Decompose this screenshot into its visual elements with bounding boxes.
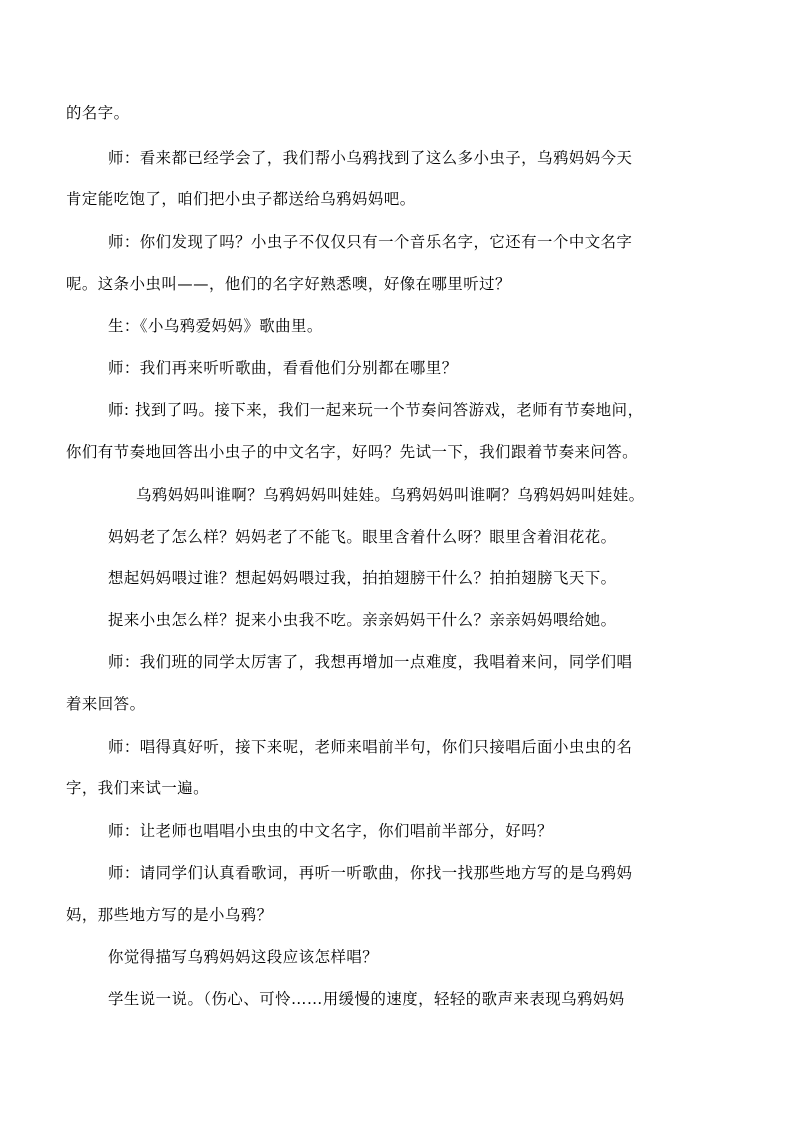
text-line: 妈，那些地方写的是小乌鸦？ bbox=[66, 906, 273, 924]
text-line: 肯定能吃饱了，咱们把小虫子都送给乌鸦妈妈吧。 bbox=[66, 190, 416, 208]
text-line: 的名字。 bbox=[66, 104, 130, 122]
text-line: 师：让老师也唱唱小虫虫的中文名字，你们唱前半部分，好吗？ bbox=[108, 822, 553, 840]
text-line: 着来回答。 bbox=[66, 695, 146, 713]
text-line: 师：请同学们认真看歌词，再听一听歌曲，你找一找那些地方写的是乌鸦妈 bbox=[108, 864, 633, 882]
text-line: 师：你们发现了吗？小虫子不仅仅只有一个音乐名字，它还有一个中文名字 bbox=[108, 233, 633, 251]
text-line: 生：《小乌鸦爱妈妈》歌曲里。 bbox=[108, 317, 323, 335]
lyric-line: 妈妈老了怎么样？妈妈老了不能飞。眼里含着什么呀？眼里含着泪花花。 bbox=[108, 528, 617, 546]
text-line: 呢。这条小虫叫——，他们的名字好熟悉噢，好像在哪里听过？ bbox=[66, 275, 511, 293]
text-line: 字，我们来试一遍。 bbox=[66, 779, 210, 797]
lyric-line: 乌鸦妈妈叫谁啊？乌鸦妈妈叫娃娃。乌鸦妈妈叫谁啊？乌鸦妈妈叫娃娃。 bbox=[136, 486, 645, 504]
text-line: 师：我们班的同学太厉害了，我想再增加一点难度，我唱着来问，同学们唱 bbox=[108, 653, 633, 671]
text-line: 你们有节奏地回答出小虫子的中文名字，好吗？先试一下，我们跟着节奏来问答。 bbox=[66, 443, 639, 461]
text-line: 你觉得描写乌鸦妈妈这段应该怎样唱？ bbox=[108, 948, 379, 966]
text-line: 师: 找到了吗。接下来，我们一起来玩一个节奏问答游戏，老师有节奏地问， bbox=[108, 401, 644, 419]
text-line: 师：唱得真好听，接下来呢，老师来唱前半句，你们只接唱后面小虫虫的名 bbox=[108, 738, 633, 756]
lyric-line: 想起妈妈喂过谁？想起妈妈喂过我，拍拍翅膀干什么？拍拍翅膀飞天下。 bbox=[108, 569, 617, 587]
text-line: 师：看来都已经学会了，我们帮小乌鸦找到了这么多小虫子，乌鸦妈妈今天 bbox=[108, 149, 633, 167]
text-line: 师：我们再来听听歌曲，看看他们分别都在哪里？ bbox=[108, 359, 458, 377]
text-line: 学生说一说。（伤心、可怜……用缓慢的速度，轻轻的歌声来表现乌鸦妈妈 bbox=[108, 990, 625, 1008]
lyric-line: 捉来小虫怎么样？捉来小虫我不吃。亲亲妈妈干什么？亲亲妈妈喂给她。 bbox=[108, 611, 617, 629]
